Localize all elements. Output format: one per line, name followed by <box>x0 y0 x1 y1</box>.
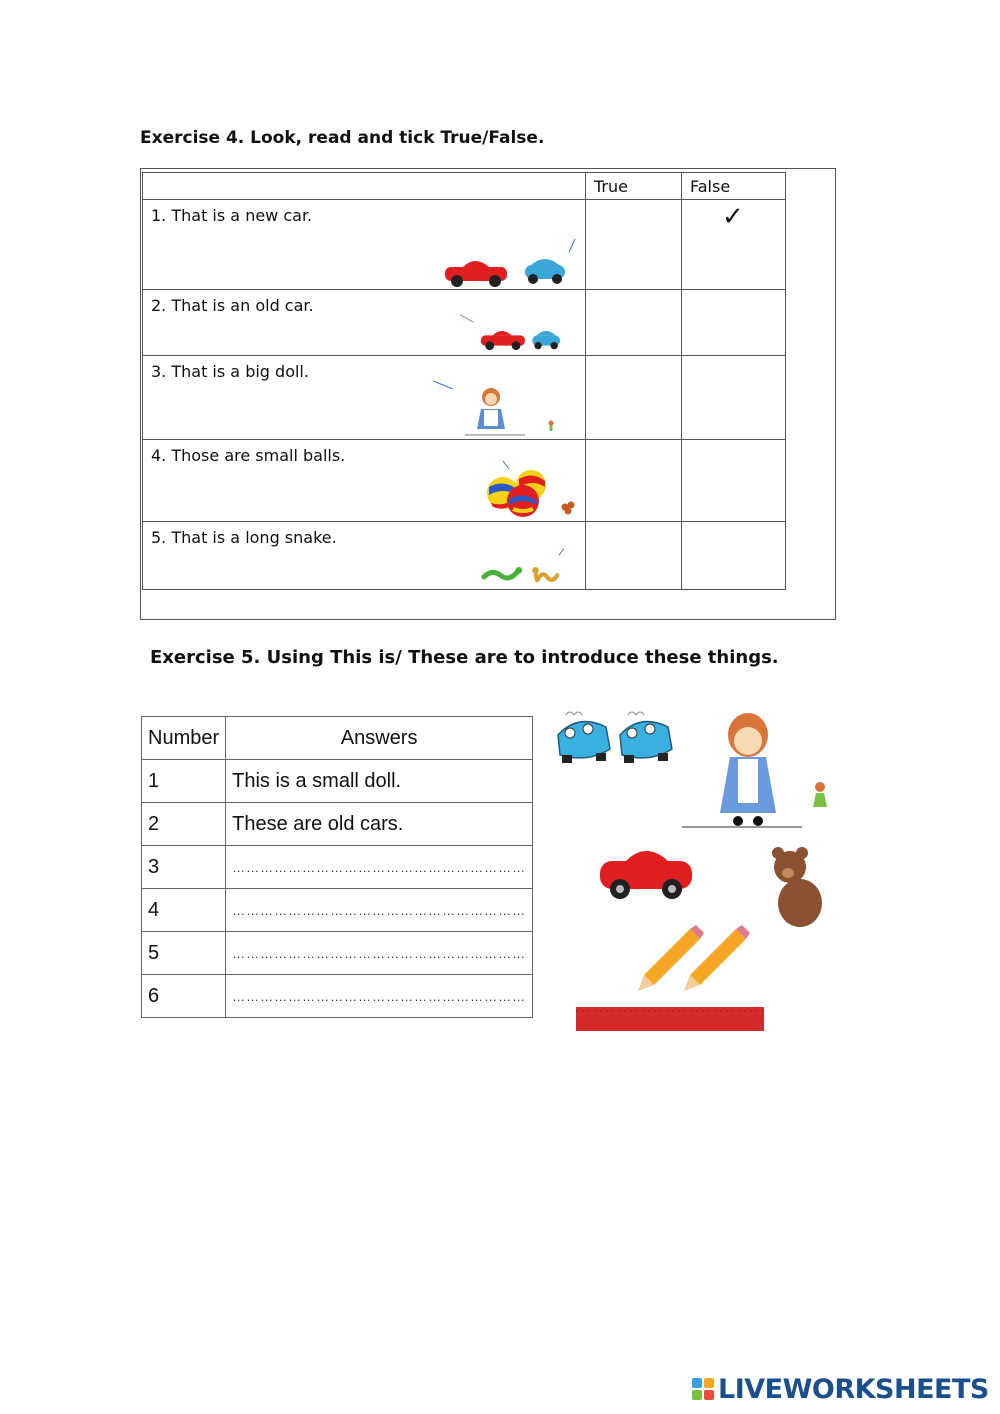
table-row <box>143 356 786 440</box>
question-cell <box>143 290 586 356</box>
table-row <box>143 200 786 290</box>
header-false-cell <box>682 173 786 200</box>
answer-input-field[interactable]: ……………………………………………………… <box>226 846 533 889</box>
false-answer-cell[interactable] <box>682 522 786 590</box>
table-row <box>142 760 533 803</box>
row-number: 4 <box>142 889 226 932</box>
things-pictures <box>548 705 848 1045</box>
logo-text: LIVEWORKSHEETS <box>718 1373 989 1405</box>
table-header-row <box>143 173 786 200</box>
header-blank-cell <box>143 173 586 200</box>
question-cell <box>143 356 586 440</box>
question-text: 5. That is a long snake. <box>151 528 337 547</box>
table-row <box>142 889 533 932</box>
question-text: 2. That is an old car. <box>151 296 314 315</box>
doll-picture-icon <box>433 377 583 437</box>
table-row <box>143 522 786 590</box>
false-answer-cell[interactable] <box>682 200 786 290</box>
cars-picture-icon <box>433 227 583 287</box>
true-false-table <box>142 172 786 590</box>
table-row <box>142 932 533 975</box>
question-text: 1. That is a new car. <box>151 206 313 225</box>
red-car-icon <box>600 851 692 899</box>
answer-cell: These are old cars. <box>226 803 533 846</box>
logo-mark-icon <box>692 1378 714 1400</box>
row-number: 2 <box>142 803 226 846</box>
cars-picture-icon <box>433 309 583 353</box>
row-number: 5 <box>142 932 226 975</box>
answers-header: Answers <box>226 717 533 760</box>
table-row <box>143 290 786 356</box>
table-row <box>142 975 533 1018</box>
exercise-5-title: Exercise 5. Using This is/ These are to introduce these things. <box>150 647 779 668</box>
table-row <box>142 803 533 846</box>
table-row <box>143 440 786 522</box>
doll-icon <box>682 713 802 827</box>
question-text: 3. That is a big doll. <box>151 362 309 381</box>
question-cell <box>143 200 586 290</box>
table-row <box>142 846 533 889</box>
answer-cell: This is a small doll. <box>226 760 533 803</box>
ruler-icon <box>576 1007 764 1031</box>
false-answer-cell[interactable] <box>682 440 786 522</box>
true-answer-cell[interactable] <box>586 290 682 356</box>
pencils-icon <box>638 925 750 991</box>
exercise-4-title: Exercise 4. Look, read and tick True/False. <box>140 128 545 148</box>
question-cell <box>143 440 586 522</box>
true-answer-cell[interactable] <box>586 440 682 522</box>
liveworksheets-logo <box>692 1374 989 1404</box>
true-answer-cell[interactable] <box>586 200 682 290</box>
question-cell <box>143 522 586 590</box>
snakes-picture-icon <box>433 537 583 587</box>
true-header: True <box>594 177 628 196</box>
teddy-bear-icon <box>772 847 822 927</box>
false-header: False <box>690 177 731 196</box>
answer-input-field[interactable]: ……………………………………………………… <box>226 932 533 975</box>
true-answer-cell[interactable] <box>586 522 682 590</box>
old-cars-icon <box>558 712 672 763</box>
row-number: 6 <box>142 975 226 1018</box>
number-header: Number <box>142 717 226 760</box>
false-answer-cell[interactable] <box>682 356 786 440</box>
answers-table <box>141 716 533 1018</box>
row-number: 3 <box>142 846 226 889</box>
small-doll-icon <box>813 782 827 807</box>
header-true-cell <box>586 173 682 200</box>
question-text: 4. Those are small balls. <box>151 446 346 465</box>
answer-input-field[interactable]: ……………………………………………………… <box>226 889 533 932</box>
row-number: 1 <box>142 760 226 803</box>
true-answer-cell[interactable] <box>586 356 682 440</box>
check-mark-icon: ✓ <box>722 202 744 232</box>
balls-picture-icon <box>433 459 583 519</box>
false-answer-cell[interactable] <box>682 290 786 356</box>
table-header-row <box>142 717 533 760</box>
answer-input-field[interactable]: ……………………………………………………… <box>226 975 533 1018</box>
